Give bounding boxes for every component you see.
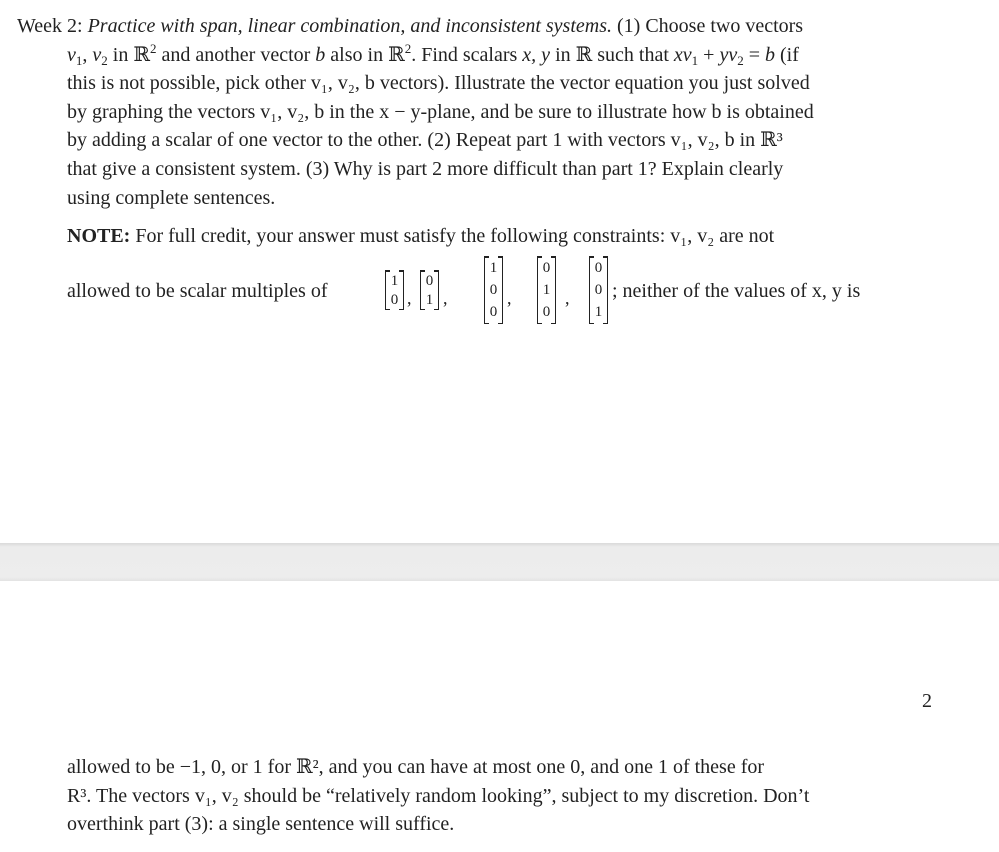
vector-e1-r3: 1 0 0 bbox=[484, 256, 503, 324]
continuation-line-2: R³. The vectors v₁, v₂ should be “relatively random looking”, subject to my discretion. Don’t bbox=[67, 785, 810, 807]
vector-e3-r3: 0 0 1 bbox=[589, 256, 608, 324]
vector-e2-r2: 0 1 bbox=[420, 270, 439, 310]
note-line-2-pre: allowed to be scalar multiples of bbox=[67, 280, 328, 302]
note-label: NOTE: bbox=[67, 225, 131, 247]
continuation-line-1: allowed to be −1, 0, or 1 for ℝ², and you can have at most one 0, and one 1 of these for bbox=[67, 756, 765, 778]
problem-line-6: that give a consistent system. (3) Why is part 2 more difficult than part 1? Explain clearly bbox=[67, 158, 784, 180]
problem-line-1: Week 2: Practice with span, linear combination, and inconsistent systems. (1) Choose two vectors bbox=[17, 15, 804, 37]
continuation-line-3: overthink part (3): a single sentence will suffice. bbox=[67, 813, 455, 835]
problem-line-5: by adding a scalar of one vector to the other. (2) Repeat part 1 with vectors v₁, v₂, b in ℝ³ bbox=[67, 129, 783, 151]
problem-line-2: $v_1$, $v_2$ in ℝ$^2$ and another vector b also in ℝ$^2$. Find scalars x, y in ℝ such that $xv_1 + yv_2 = b$ (if bbox=[67, 41, 799, 68]
note-line-2-post: ; neither of the values of x, y is bbox=[612, 280, 861, 302]
problem-line-7: using complete sentences. bbox=[67, 187, 276, 209]
problem-line-3: this is not possible, pick other v₁, v₂, b vectors). Illustrate the vector equation you just solved bbox=[67, 72, 810, 94]
page-number: 2 bbox=[922, 690, 932, 712]
page-break bbox=[0, 543, 999, 581]
vector-e2-r3: 0 1 0 bbox=[537, 256, 556, 324]
note-line-1: NOTE: For full credit, your answer must satisfy the following constraints: v₁, v₂ are not bbox=[67, 225, 775, 247]
problem-line-4: by graphing the vectors v₁, v₂, b in the x − y-plane, and be sure to illustrate how b is obtained bbox=[67, 101, 814, 123]
vector-e1-r2: 1 0 bbox=[385, 270, 404, 310]
